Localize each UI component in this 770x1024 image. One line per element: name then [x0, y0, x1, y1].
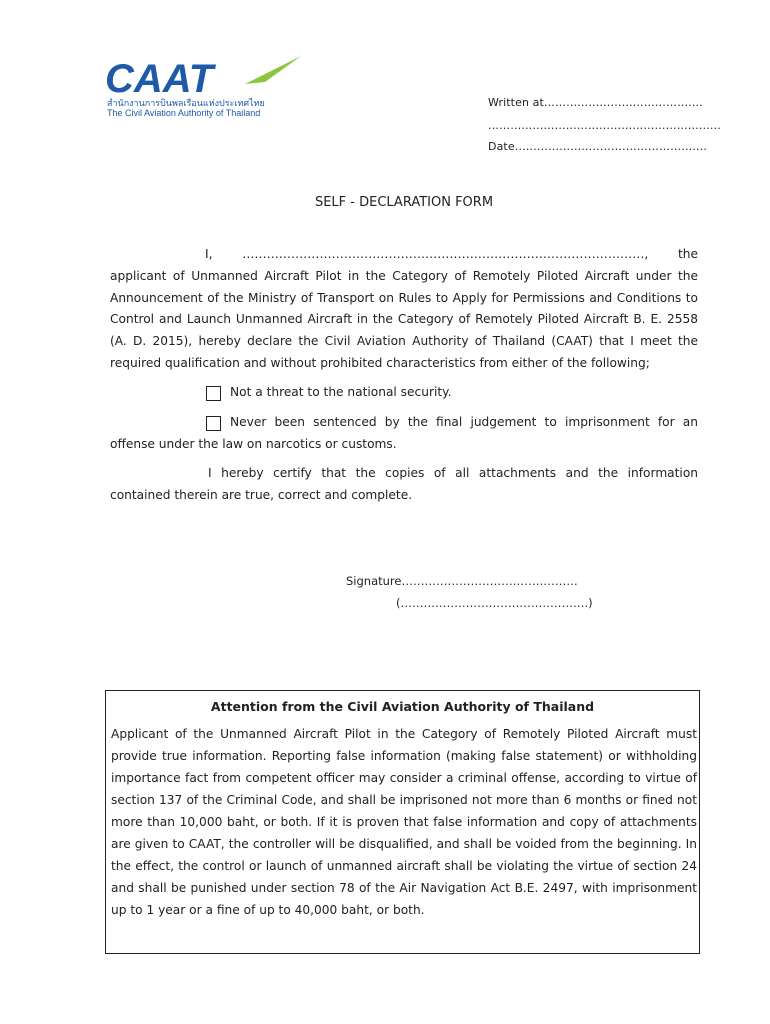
notice-body: Applicant of the Unmanned Aircraft Pilot in the Category of Remotely Piloted Aircraft must provide true information. Reporting false information (making false statement) or withholding importance fact from competent officer may consider a criminal offense, according to virtue of section 137 of the Criminal Code, and shall be imprisoned not more than 6 months or fined not more than 10,000 baht, or both. If it is proven that false information and copy of attachments are given to CAAT, the controller will be disqualified, and shall be voided from the beginning. In the effect, the control or launch of unmanned aircraft shall be violating the virtue of section 24 and shall be punished under section 78 of the Air Navigation Act B.E. 2497, with imprisonment up to 1 year or a fine of up to 40,000 baht, or both.	[111, 727, 697, 917]
logo-acronym: CAAT	[105, 57, 214, 97]
declaration-paragraph: I, ………………………………………………………………………………………, the applicant of Unmanned Aircraft Pilot in the Category of Remotely Piloted Aircraft under the Announcement of the Ministry of Transport on Rules to Apply for Permissions and Conditions to Control and Launch Unmanned Aircraft in the Category of Remotely Piloted Aircraft B. E. 2558 (A. D. 2015), hereby declare the Civil Aviation Authority of Thailand (CAAT) that I meet the required qualification and without prohibited characteristics from either of the following;	[110, 247, 698, 370]
caat-logo-graphic	[105, 52, 305, 97]
option-national-security-checkbox[interactable]	[206, 386, 221, 401]
signature-line: Signature……………………………………….	[346, 574, 578, 588]
written-at-field-line2: ………………………………………………….…..	[488, 119, 721, 132]
logo-thai-name: สำนักงานการบินพลเรือนแห่งประเทศไทย	[107, 98, 265, 108]
option-national-security-label: Not a threat to the national security.	[230, 385, 452, 399]
caat-attention-notice	[105, 690, 700, 954]
notice-title: Attention from the Civil Aviation Authority of Thailand	[210, 699, 595, 714]
printed-name-line: (………………………………………….)	[396, 596, 593, 610]
logo-english-name: The Civil Aviation Authority of Thailand	[107, 108, 261, 118]
caat-logo	[105, 52, 305, 122]
form-title: SELF - DECLARATION FORM	[314, 195, 494, 210]
certification-paragraph: I hereby certify that the copies of all attachments and the information contained therein are true, correct and complete.	[110, 466, 698, 502]
logo-swoosh	[245, 56, 301, 84]
option-no-conviction-label: Never been sentenced by the final judgement to imprisonment for an offense under the law on narcotics or customs.	[110, 415, 698, 451]
date-field: Date…………………………………………….	[488, 140, 707, 153]
written-at-field: Written at…………………………………….	[488, 96, 703, 109]
